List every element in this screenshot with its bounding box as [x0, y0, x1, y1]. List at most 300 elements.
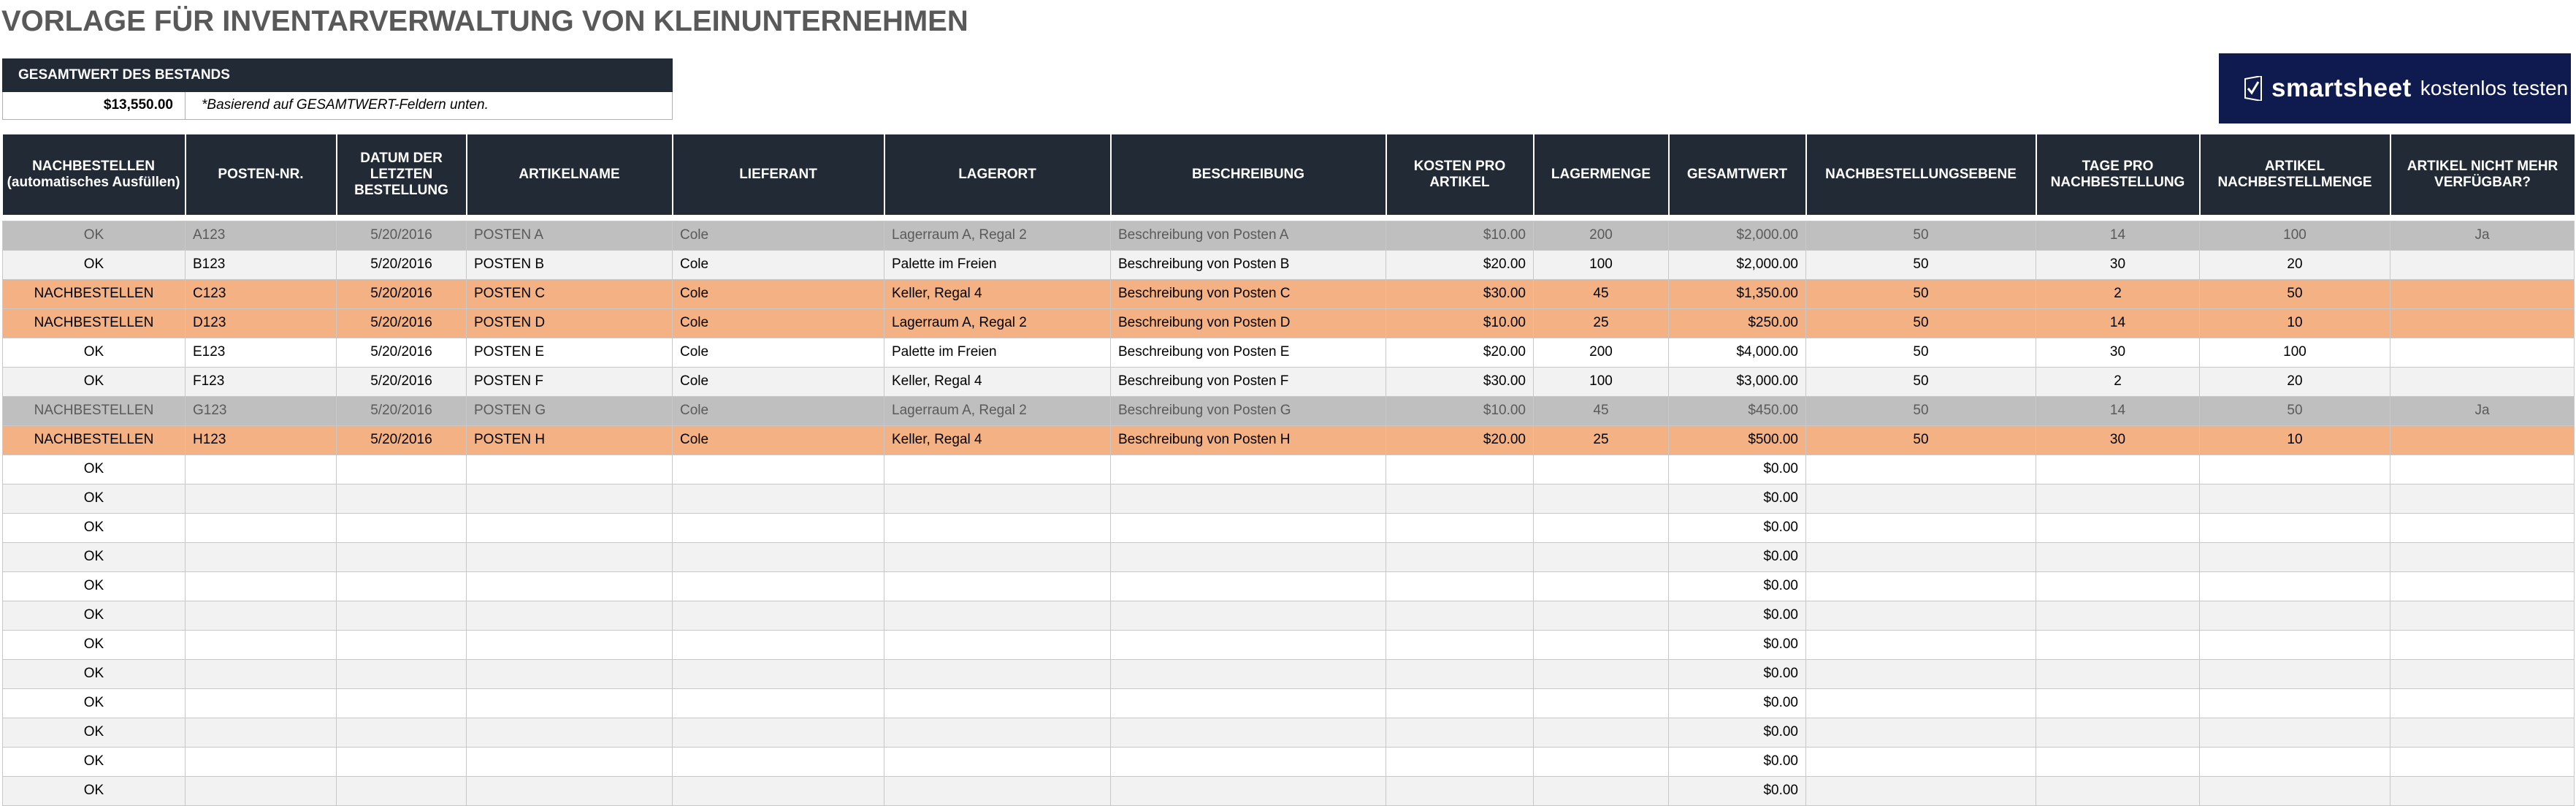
cell-days-per-reorder[interactable]: 2 [2036, 279, 2200, 308]
cell-last-order-date[interactable]: 5/20/2016 [337, 308, 467, 338]
cell-description[interactable]: Beschreibung von Posten E [1111, 338, 1386, 367]
column-header-item-number[interactable]: POSTEN-NR. [186, 134, 337, 215]
cell-reorder-level[interactable]: 50 [1806, 250, 2036, 279]
cell-cost-per-item[interactable]: $10.00 [1386, 308, 1534, 338]
cell-days-per-reorder[interactable] [2036, 659, 2200, 688]
cell-supplier[interactable] [673, 718, 884, 747]
cell-days-per-reorder[interactable] [2036, 513, 2200, 542]
cell-description[interactable]: Beschreibung von Posten G [1111, 396, 1386, 425]
cell-total-value[interactable]: $250.00 [1669, 308, 1806, 338]
cell-reorder-status[interactable]: OK [3, 571, 186, 601]
cell-item-number[interactable]: B123 [186, 250, 337, 279]
cell-discontinued[interactable] [2390, 250, 2575, 279]
spacer-row [3, 215, 2575, 221]
cell-discontinued[interactable] [2390, 571, 2575, 601]
cell-item-name[interactable]: POSTEN B [467, 250, 673, 279]
cell-item-number[interactable]: D123 [186, 308, 337, 338]
cell-reorder-quantity[interactable]: 20 [2200, 367, 2390, 396]
cell-stock-quantity[interactable] [1534, 601, 1669, 630]
cell-total-value[interactable]: $2,000.00 [1669, 250, 1806, 279]
cell-reorder-quantity[interactable] [2200, 513, 2390, 542]
cell-supplier[interactable] [673, 630, 884, 659]
cell-reorder-quantity[interactable] [2200, 455, 2390, 484]
cell-location[interactable] [884, 601, 1111, 630]
cell-location[interactable] [884, 630, 1111, 659]
cell-reorder-status[interactable]: OK [3, 776, 186, 805]
cell-description[interactable] [1111, 513, 1386, 542]
cell-reorder-status[interactable]: OK [3, 367, 186, 396]
cell-cost-per-item[interactable]: $20.00 [1386, 425, 1534, 455]
cell-cost-per-item[interactable] [1386, 455, 1534, 484]
cell-supplier[interactable] [673, 776, 884, 805]
cell-reorder-quantity[interactable]: 10 [2200, 425, 2390, 455]
cell-reorder-level[interactable] [1806, 455, 2036, 484]
column-header-days-per-reorder[interactable]: TAGE PRO NACHBESTELLUNG [2036, 134, 2200, 215]
cell-last-order-date[interactable]: 5/20/2016 [337, 279, 467, 308]
cell-cost-per-item[interactable] [1386, 601, 1534, 630]
cell-description[interactable] [1111, 571, 1386, 601]
cell-supplier[interactable]: Cole [673, 396, 884, 425]
cell-item-number[interactable] [186, 688, 337, 718]
cell-days-per-reorder[interactable] [2036, 484, 2200, 513]
cell-cost-per-item[interactable] [1386, 484, 1534, 513]
cell-stock-quantity[interactable]: 200 [1534, 338, 1669, 367]
cell-total-value[interactable]: $0.00 [1669, 601, 1806, 630]
cell-total-value[interactable]: $4,000.00 [1669, 338, 1806, 367]
total-value-cell[interactable]: $13,550.00 [3, 92, 186, 119]
cell-reorder-quantity[interactable] [2200, 659, 2390, 688]
cell-supplier[interactable]: Cole [673, 221, 884, 250]
cell-item-name[interactable]: POSTEN E [467, 338, 673, 367]
cell-item-name[interactable] [467, 542, 673, 571]
cell-description[interactable] [1111, 776, 1386, 805]
cell-reorder-status[interactable]: OK [3, 513, 186, 542]
cell-description[interactable]: Beschreibung von Posten H [1111, 425, 1386, 455]
cell-description[interactable]: Beschreibung von Posten C [1111, 279, 1386, 308]
cell-item-number[interactable] [186, 718, 337, 747]
cell-item-name[interactable]: POSTEN D [467, 308, 673, 338]
cell-last-order-date[interactable] [337, 630, 467, 659]
cell-supplier[interactable] [673, 747, 884, 776]
cell-stock-quantity[interactable] [1534, 747, 1669, 776]
cell-discontinued[interactable] [2390, 688, 2575, 718]
cell-reorder-quantity[interactable] [2200, 747, 2390, 776]
cell-stock-quantity[interactable] [1534, 776, 1669, 805]
cell-reorder-quantity[interactable] [2200, 601, 2390, 630]
cell-last-order-date[interactable] [337, 688, 467, 718]
cell-supplier[interactable]: Cole [673, 367, 884, 396]
cell-cost-per-item[interactable] [1386, 542, 1534, 571]
cell-stock-quantity[interactable]: 25 [1534, 308, 1669, 338]
cell-reorder-status[interactable]: NACHBESTELLEN [3, 308, 186, 338]
column-header-cost-per-item[interactable]: KOSTEN PRO ARTIKEL [1386, 134, 1534, 215]
cell-supplier[interactable] [673, 601, 884, 630]
cell-reorder-level[interactable] [1806, 659, 2036, 688]
cell-location[interactable] [884, 747, 1111, 776]
cell-discontinued[interactable]: Ja [2390, 221, 2575, 250]
cell-last-order-date[interactable]: 5/20/2016 [337, 338, 467, 367]
cell-last-order-date[interactable]: 5/20/2016 [337, 367, 467, 396]
cell-reorder-level[interactable]: 50 [1806, 308, 2036, 338]
cell-item-name[interactable]: POSTEN H [467, 425, 673, 455]
cell-last-order-date[interactable]: 5/20/2016 [337, 396, 467, 425]
cell-item-name[interactable] [467, 571, 673, 601]
cell-reorder-status[interactable]: NACHBESTELLEN [3, 279, 186, 308]
cell-location[interactable]: Keller, Regal 4 [884, 279, 1111, 308]
cell-cost-per-item[interactable] [1386, 571, 1534, 601]
cell-cost-per-item[interactable] [1386, 718, 1534, 747]
cell-total-value[interactable]: $450.00 [1669, 396, 1806, 425]
table-row [3, 688, 2575, 718]
cell-location[interactable] [884, 776, 1111, 805]
cell-stock-quantity[interactable] [1534, 688, 1669, 718]
cell-reorder-status[interactable]: OK [3, 250, 186, 279]
cell-supplier[interactable]: Cole [673, 338, 884, 367]
cell-days-per-reorder[interactable]: 14 [2036, 396, 2200, 425]
cell-days-per-reorder[interactable]: 30 [2036, 425, 2200, 455]
cell-cost-per-item[interactable]: $10.00 [1386, 396, 1534, 425]
cell-location[interactable] [884, 455, 1111, 484]
cell-item-name[interactable] [467, 747, 673, 776]
cell-total-value[interactable]: $0.00 [1669, 513, 1806, 542]
cell-days-per-reorder[interactable] [2036, 718, 2200, 747]
cell-last-order-date[interactable] [337, 513, 467, 542]
cell-discontinued[interactable] [2390, 630, 2575, 659]
cell-item-number[interactable] [186, 659, 337, 688]
cell-cost-per-item[interactable] [1386, 659, 1534, 688]
cell-days-per-reorder[interactable] [2036, 747, 2200, 776]
cell-item-number[interactable] [186, 484, 337, 513]
cell-reorder-level[interactable] [1806, 484, 2036, 513]
column-header-discontinued[interactable]: ARTIKEL NICHT MEHR VERFÜGBAR? [2390, 134, 2575, 215]
cell-reorder-status[interactable]: OK [3, 221, 186, 250]
cell-reorder-quantity[interactable] [2200, 776, 2390, 805]
cell-reorder-quantity[interactable]: 100 [2200, 338, 2390, 367]
cell-reorder-quantity[interactable]: 100 [2200, 221, 2390, 250]
cell-reorder-status[interactable]: OK [3, 338, 186, 367]
cell-location[interactable]: Lagerraum A, Regal 2 [884, 396, 1111, 425]
cell-stock-quantity[interactable]: 100 [1534, 250, 1669, 279]
cell-reorder-quantity[interactable] [2200, 484, 2390, 513]
cell-discontinued[interactable] [2390, 484, 2575, 513]
cell-reorder-status[interactable]: OK [3, 601, 186, 630]
cell-item-name[interactable]: POSTEN A [467, 221, 673, 250]
cell-reorder-level[interactable] [1806, 601, 2036, 630]
cell-reorder-level[interactable]: 50 [1806, 425, 2036, 455]
cell-discontinued[interactable] [2390, 601, 2575, 630]
cell-total-value[interactable]: $0.00 [1669, 688, 1806, 718]
cell-description[interactable]: Beschreibung von Posten A [1111, 221, 1386, 250]
cell-item-number[interactable]: C123 [186, 279, 337, 308]
cell-description[interactable] [1111, 484, 1386, 513]
cell-item-number[interactable] [186, 542, 337, 571]
cell-last-order-date[interactable] [337, 601, 467, 630]
cell-description[interactable]: Beschreibung von Posten F [1111, 367, 1386, 396]
cell-description[interactable] [1111, 455, 1386, 484]
cell-item-number[interactable]: A123 [186, 221, 337, 250]
column-header-description[interactable]: BESCHREIBUNG [1111, 134, 1386, 215]
cell-item-name[interactable] [467, 659, 673, 688]
cell-reorder-quantity[interactable] [2200, 571, 2390, 601]
cell-reorder-quantity[interactable] [2200, 630, 2390, 659]
cell-reorder-level[interactable] [1806, 630, 2036, 659]
cell-description[interactable] [1111, 601, 1386, 630]
cell-reorder-level[interactable]: 50 [1806, 396, 2036, 425]
cell-discontinued[interactable] [2390, 455, 2575, 484]
cell-item-name[interactable] [467, 513, 673, 542]
cell-total-value[interactable]: $0.00 [1669, 542, 1806, 571]
cell-item-number[interactable]: F123 [186, 367, 337, 396]
cell-reorder-status[interactable]: OK [3, 630, 186, 659]
cell-supplier[interactable]: Cole [673, 250, 884, 279]
cell-discontinued[interactable] [2390, 308, 2575, 338]
cell-item-number[interactable] [186, 776, 337, 805]
cell-item-name[interactable] [467, 688, 673, 718]
cell-item-number[interactable]: H123 [186, 425, 337, 455]
cell-stock-quantity[interactable]: 45 [1534, 396, 1669, 425]
cell-reorder-quantity[interactable]: 50 [2200, 396, 2390, 425]
cell-cost-per-item[interactable] [1386, 776, 1534, 805]
cell-supplier[interactable] [673, 688, 884, 718]
cell-cost-per-item[interactable] [1386, 688, 1534, 718]
cell-reorder-quantity[interactable]: 20 [2200, 250, 2390, 279]
cell-cost-per-item[interactable] [1386, 630, 1534, 659]
cell-days-per-reorder[interactable] [2036, 630, 2200, 659]
column-header-stock-quantity[interactable]: LAGERMENGE [1534, 134, 1669, 215]
cell-last-order-date[interactable] [337, 747, 467, 776]
cell-discontinued[interactable] [2390, 279, 2575, 308]
cell-supplier[interactable] [673, 571, 884, 601]
column-header-item-name[interactable]: ARTIKELNAME [467, 134, 673, 215]
cell-item-number[interactable] [186, 571, 337, 601]
cell-item-name[interactable]: POSTEN C [467, 279, 673, 308]
table-row [3, 513, 2575, 542]
cell-location[interactable]: Keller, Regal 4 [884, 367, 1111, 396]
cell-location[interactable]: Keller, Regal 4 [884, 425, 1111, 455]
column-header-reorder-status[interactable]: NACHBESTELLEN (automatisches Ausfüllen) [3, 134, 186, 215]
smartsheet-trial-banner[interactable] [2219, 53, 2571, 123]
column-header-reorder-level[interactable]: NACHBESTELLUNGSEBENE [1806, 134, 2036, 215]
cell-item-name[interactable] [467, 484, 673, 513]
cell-supplier[interactable]: Cole [673, 308, 884, 338]
column-header-reorder-quantity[interactable]: ARTIKEL NACHBESTELLMENGE [2200, 134, 2390, 215]
cell-reorder-level[interactable] [1806, 776, 2036, 805]
cell-reorder-level[interactable]: 50 [1806, 221, 2036, 250]
cell-stock-quantity[interactable]: 100 [1534, 367, 1669, 396]
cell-stock-quantity[interactable] [1534, 484, 1669, 513]
cell-total-value[interactable]: $2,000.00 [1669, 221, 1806, 250]
cell-total-value[interactable]: $1,350.00 [1669, 279, 1806, 308]
cell-reorder-status[interactable]: OK [3, 455, 186, 484]
cell-supplier[interactable] [673, 484, 884, 513]
cell-cost-per-item[interactable]: $20.00 [1386, 250, 1534, 279]
cell-reorder-status[interactable]: OK [3, 484, 186, 513]
cell-stock-quantity[interactable] [1534, 571, 1669, 601]
cell-stock-quantity[interactable] [1534, 455, 1669, 484]
cell-reorder-status[interactable]: OK [3, 718, 186, 747]
cell-reorder-quantity[interactable] [2200, 542, 2390, 571]
cell-total-value[interactable]: $500.00 [1669, 425, 1806, 455]
cell-reorder-quantity[interactable]: 50 [2200, 279, 2390, 308]
cell-discontinued[interactable] [2390, 513, 2575, 542]
cell-total-value[interactable]: $0.00 [1669, 718, 1806, 747]
cell-location[interactable] [884, 659, 1111, 688]
cell-reorder-level[interactable] [1806, 747, 2036, 776]
cell-description[interactable] [1111, 659, 1386, 688]
cell-description[interactable] [1111, 688, 1386, 718]
cell-total-value[interactable]: $0.00 [1669, 571, 1806, 601]
cell-item-number[interactable] [186, 455, 337, 484]
cell-days-per-reorder[interactable]: 14 [2036, 308, 2200, 338]
cell-days-per-reorder[interactable] [2036, 542, 2200, 571]
cell-description[interactable] [1111, 747, 1386, 776]
cell-description[interactable] [1111, 630, 1386, 659]
cell-last-order-date[interactable] [337, 455, 467, 484]
cell-supplier[interactable]: Cole [673, 279, 884, 308]
cell-supplier[interactable]: Cole [673, 425, 884, 455]
cell-stock-quantity[interactable] [1534, 542, 1669, 571]
cell-last-order-date[interactable] [337, 776, 467, 805]
cell-item-number[interactable]: E123 [186, 338, 337, 367]
summary-note-cell[interactable]: *Basierend auf GESAMTWERT-Feldern unten. [202, 97, 489, 113]
cell-item-name[interactable] [467, 455, 673, 484]
cell-item-number[interactable] [186, 513, 337, 542]
cell-reorder-status[interactable]: OK [3, 542, 186, 571]
cell-supplier[interactable] [673, 659, 884, 688]
cell-item-name[interactable] [467, 718, 673, 747]
cell-last-order-date[interactable] [337, 484, 467, 513]
cell-cost-per-item[interactable]: $10.00 [1386, 221, 1534, 250]
cell-item-name[interactable]: POSTEN G [467, 396, 673, 425]
cell-stock-quantity[interactable] [1534, 513, 1669, 542]
cell-cost-per-item[interactable]: $20.00 [1386, 338, 1534, 367]
cell-days-per-reorder[interactable]: 2 [2036, 367, 2200, 396]
cell-total-value[interactable]: $0.00 [1669, 776, 1806, 805]
cell-reorder-quantity[interactable] [2200, 688, 2390, 718]
cell-total-value[interactable]: $0.00 [1669, 659, 1806, 688]
cell-reorder-status[interactable]: OK [3, 688, 186, 718]
cell-cost-per-item[interactable] [1386, 747, 1534, 776]
cell-reorder-level[interactable]: 50 [1806, 367, 2036, 396]
cell-discontinued[interactable] [2390, 542, 2575, 571]
cell-days-per-reorder[interactable]: 14 [2036, 221, 2200, 250]
cell-reorder-level[interactable]: 50 [1806, 338, 2036, 367]
cell-reorder-level[interactable] [1806, 513, 2036, 542]
cell-days-per-reorder[interactable]: 30 [2036, 250, 2200, 279]
cell-days-per-reorder[interactable] [2036, 601, 2200, 630]
cell-supplier[interactable] [673, 455, 884, 484]
cell-last-order-date[interactable]: 5/20/2016 [337, 250, 467, 279]
cell-discontinued[interactable] [2390, 659, 2575, 688]
cell-location[interactable] [884, 718, 1111, 747]
cell-discontinued[interactable] [2390, 425, 2575, 455]
cell-reorder-level[interactable] [1806, 542, 2036, 571]
cell-item-name[interactable] [467, 601, 673, 630]
cell-stock-quantity[interactable]: 25 [1534, 425, 1669, 455]
cell-description[interactable] [1111, 542, 1386, 571]
cell-item-name[interactable]: POSTEN F [467, 367, 673, 396]
cell-days-per-reorder[interactable] [2036, 776, 2200, 805]
cell-reorder-quantity[interactable] [2200, 718, 2390, 747]
cell-total-value[interactable]: $0.00 [1669, 484, 1806, 513]
cell-item-number[interactable] [186, 601, 337, 630]
column-header-location[interactable]: LAGERORT [884, 134, 1111, 215]
cell-stock-quantity[interactable]: 200 [1534, 221, 1669, 250]
cell-total-value[interactable]: $0.00 [1669, 455, 1806, 484]
cell-location[interactable] [884, 688, 1111, 718]
cell-location[interactable] [884, 513, 1111, 542]
cell-discontinued[interactable]: Ja [2390, 396, 2575, 425]
cell-location[interactable]: Palette im Freien [884, 338, 1111, 367]
cell-cost-per-item[interactable] [1386, 513, 1534, 542]
cell-item-number[interactable] [186, 630, 337, 659]
cell-stock-quantity[interactable]: 45 [1534, 279, 1669, 308]
cell-discontinued[interactable] [2390, 367, 2575, 396]
cell-days-per-reorder[interactable] [2036, 455, 2200, 484]
cell-item-name[interactable] [467, 630, 673, 659]
cell-location[interactable]: Lagerraum A, Regal 2 [884, 308, 1111, 338]
cell-reorder-level[interactable]: 50 [1806, 279, 2036, 308]
cell-item-number[interactable] [186, 747, 337, 776]
cell-reorder-level[interactable] [1806, 718, 2036, 747]
cell-description[interactable]: Beschreibung von Posten D [1111, 308, 1386, 338]
cell-reorder-status[interactable]: OK [3, 747, 186, 776]
cell-stock-quantity[interactable] [1534, 630, 1669, 659]
cell-description[interactable] [1111, 718, 1386, 747]
cell-supplier[interactable] [673, 542, 884, 571]
cell-description[interactable]: Beschreibung von Posten B [1111, 250, 1386, 279]
cell-last-order-date[interactable] [337, 571, 467, 601]
cell-reorder-status[interactable]: NACHBESTELLEN [3, 425, 186, 455]
cell-location[interactable] [884, 571, 1111, 601]
cell-days-per-reorder[interactable] [2036, 688, 2200, 718]
cell-cost-per-item[interactable]: $30.00 [1386, 279, 1534, 308]
cell-total-value[interactable]: $0.00 [1669, 747, 1806, 776]
cell-last-order-date[interactable]: 5/20/2016 [337, 425, 467, 455]
cell-days-per-reorder[interactable] [2036, 571, 2200, 601]
cell-reorder-quantity[interactable]: 10 [2200, 308, 2390, 338]
cell-stock-quantity[interactable] [1534, 659, 1669, 688]
cell-days-per-reorder[interactable]: 30 [2036, 338, 2200, 367]
column-header-last-order-date[interactable]: DATUM DER LETZTEN BESTELLUNG [337, 134, 467, 215]
cell-item-number[interactable]: G123 [186, 396, 337, 425]
cell-cost-per-item[interactable]: $30.00 [1386, 367, 1534, 396]
cell-last-order-date[interactable]: 5/20/2016 [337, 221, 467, 250]
cell-discontinued[interactable] [2390, 718, 2575, 747]
cell-supplier[interactable] [673, 513, 884, 542]
cell-reorder-level[interactable] [1806, 571, 2036, 601]
cell-last-order-date[interactable] [337, 659, 467, 688]
cell-reorder-level[interactable] [1806, 688, 2036, 718]
column-header-supplier[interactable]: LIEFERANT [673, 134, 884, 215]
cell-discontinued[interactable] [2390, 776, 2575, 805]
cell-discontinued[interactable] [2390, 747, 2575, 776]
cell-total-value[interactable]: $3,000.00 [1669, 367, 1806, 396]
cell-location[interactable]: Lagerraum A, Regal 2 [884, 221, 1111, 250]
cell-discontinued[interactable] [2390, 338, 2575, 367]
cell-location[interactable]: Palette im Freien [884, 250, 1111, 279]
cell-total-value[interactable]: $0.00 [1669, 630, 1806, 659]
cell-last-order-date[interactable] [337, 542, 467, 571]
cell-reorder-status[interactable]: OK [3, 659, 186, 688]
cell-location[interactable] [884, 542, 1111, 571]
cell-location[interactable] [884, 484, 1111, 513]
column-header-total-value[interactable]: GESAMTWERT [1669, 134, 1806, 215]
cell-stock-quantity[interactable] [1534, 718, 1669, 747]
cell-last-order-date[interactable] [337, 718, 467, 747]
cell-reorder-status[interactable]: NACHBESTELLEN [3, 396, 186, 425]
cell-item-name[interactable] [467, 776, 673, 805]
